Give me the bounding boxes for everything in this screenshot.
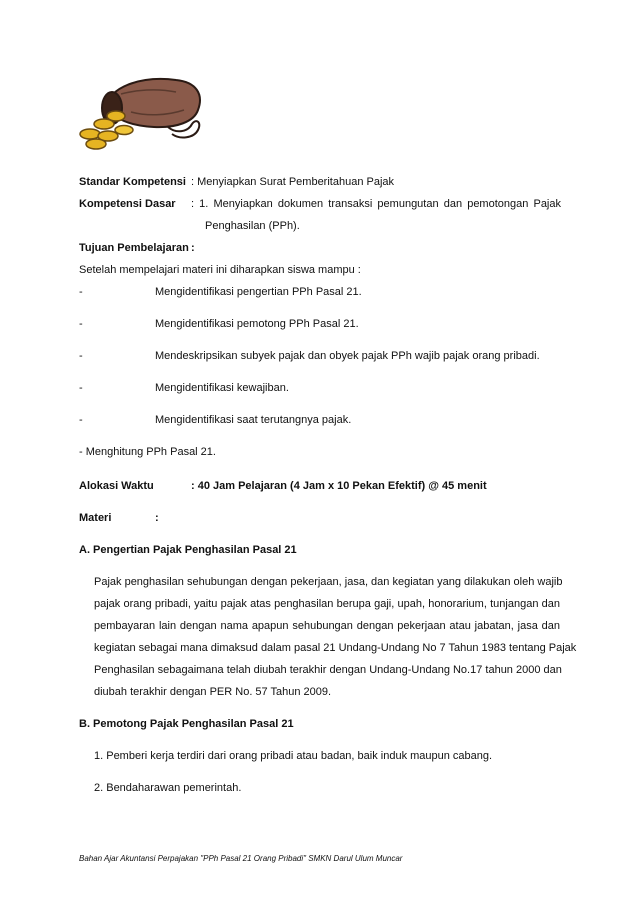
list-item-text: Mengidentifikasi pengertian PPh Pasal 21.	[155, 286, 362, 298]
money-bag-coins-icon	[76, 72, 211, 152]
list-item-text: Mengidentifikasi saat terutangnya pajak.	[155, 414, 352, 426]
list-bullet: -	[79, 286, 83, 298]
materi-colon: :	[155, 512, 159, 524]
section-b-heading: B. Pemotong Pajak Penghasilan Pasal 21	[79, 718, 294, 730]
section-a-heading: A. Pengertian Pajak Penghasilan Pasal 21	[79, 544, 297, 556]
tujuan-pembelajaran-label: Tujuan Pembelajaran	[79, 242, 189, 254]
kompetensi-dasar-value-line2: Penghasilan (PPh).	[205, 220, 300, 232]
alokasi-waktu-label: Alokasi Waktu	[79, 480, 154, 492]
kompetensi-dasar-label: Kompetensi Dasar	[79, 198, 176, 210]
paragraph-line: pajak orang pribadi, yaitu pajak atas penghasilan berupa gaji, upah, honorarium, tunjangan dan	[94, 598, 560, 610]
page-footer: Bahan Ajar Akuntansi Perpajakan "PPh Pasal 21 Orang Pribadi" SMKN Darul Ulum Muncar	[79, 854, 403, 863]
tujuan-pembelajaran-colon: :	[191, 242, 195, 254]
list-item-last: - Menghitung PPh Pasal 21.	[79, 446, 216, 458]
standar-kompetensi-value: : Menyiapkan Surat Pemberitahuan Pajak	[191, 176, 395, 188]
materi-label: Materi	[79, 512, 112, 524]
intro-text: Setelah mempelajari materi ini diharapkan siswa mampu :	[79, 264, 361, 276]
paragraph-line: Penghasilan sebagaimana telah diubah terakhir dengan Undang-Undang No.17 tahun 2000 dan	[94, 664, 562, 676]
list-item: 1. Pemberi kerja terdiri dari orang pribadi atau badan, baik induk maupun cabang.	[94, 750, 493, 762]
list-bullet: -	[79, 382, 83, 394]
paragraph-line: Pajak penghasilan sehubungan dengan pekerjaan, jasa, dan kegiatan yang dilakukan oleh wajib	[94, 576, 563, 588]
alokasi-waktu-value: : 40 Jam Pelajaran (4 Jam x 10 Pekan Efektif) @ 45 menit	[191, 480, 487, 492]
paragraph-line: diubah terakhir dengan PER No. 57 Tahun 2009.	[94, 686, 332, 698]
list-item-text: Mengidentifikasi kewajiban.	[155, 382, 289, 394]
list-item-text: Mengidentifikasi pemotong PPh Pasal 21.	[155, 318, 359, 330]
list-bullet: -	[79, 350, 83, 362]
list-bullet: -	[79, 318, 83, 330]
list-item-text: Mendeskripsikan subyek pajak dan obyek pajak PPh wajib pajak orang pribadi.	[155, 350, 540, 362]
paragraph-line: pembayaran lain dengan nama apapun sehubungan dengan pekerjaan atau jabatan, jasa dan	[94, 620, 560, 632]
list-bullet: -	[79, 414, 83, 426]
paragraph-line: kegiatan sebagai mana dimaksud dalam pasal 21 Undang-Undang No 7 Tahun 1983 tentang Pajak	[94, 642, 577, 654]
kompetensi-dasar-value-line1: : 1. Menyiapkan dokumen transaksi pemungutan dan pemotongan Pajak	[191, 198, 561, 210]
list-item: 2. Bendaharawan pemerintah.	[94, 782, 242, 794]
standar-kompetensi-label: Standar Kompetensi	[79, 176, 186, 188]
